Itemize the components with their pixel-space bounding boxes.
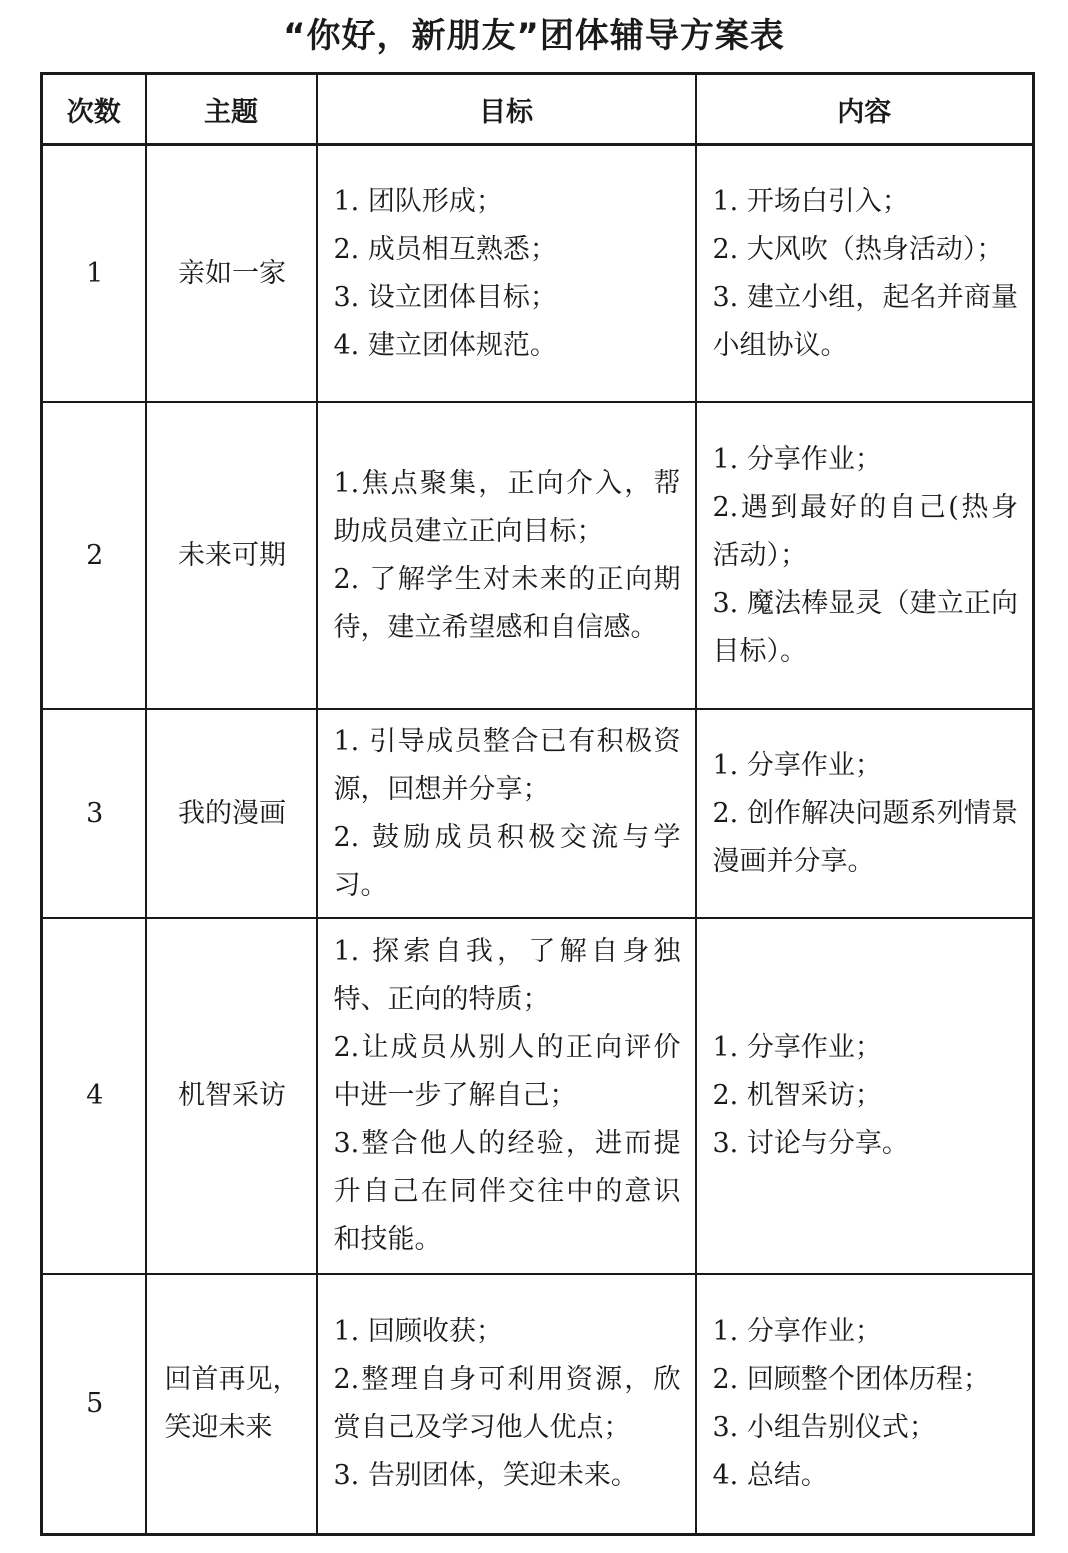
goal-item: 1. 团队形成； [333, 185, 503, 217]
goal-item: 2. 鼓励成员积极交流与学习。 [333, 821, 681, 901]
goal-item: 1. 回顾收获； [333, 1316, 503, 1347]
session-contents [696, 402, 1034, 709]
session-theme: 机智采访 [146, 918, 317, 1274]
table-row [42, 402, 1034, 709]
content-item: 2. 创作解决问题系列情景漫画并分享。 [712, 797, 1018, 877]
header-row [42, 74, 1034, 145]
content-item: 3. 讨论与分享。 [712, 1128, 909, 1159]
goal-item: 1.焦点聚集，正向介入，帮助成员建立正向目标； [333, 467, 681, 547]
table-row [42, 145, 1034, 403]
goal-item: 2.让成员从别人的正向评价中进一步了解自己； [333, 1032, 681, 1111]
session-theme: 未来可期 [146, 402, 317, 709]
content-item: 1. 分享作业； [712, 1316, 882, 1347]
content-item: 2.遇到最好的自己(热身活动）； [712, 491, 1018, 571]
session-contents [696, 1274, 1034, 1535]
table-body [42, 145, 1034, 1535]
content-item: 1. 分享作业； [712, 749, 882, 781]
session-theme: 我的漫画 [146, 709, 317, 918]
session-goals [317, 709, 696, 918]
header-theme: 主题 [146, 74, 317, 145]
goal-item: 2. 了解学生对未来的正向期待，建立希望感和自信感。 [333, 563, 681, 643]
header-goal: 目标 [317, 74, 696, 145]
content-item: 2. 回顾整个团体历程； [712, 1364, 990, 1395]
session-goals [317, 402, 696, 709]
session-number: 3 [42, 709, 146, 918]
goal-item: 2.整理自身可利用资源，欣赏自己及学习他人优点； [333, 1364, 681, 1443]
table-row [42, 1274, 1034, 1535]
content-item: 1. 开场白引入； [712, 185, 909, 217]
session-number: 4 [42, 918, 146, 1274]
session-contents [696, 709, 1034, 918]
content-item: 4. 总结。 [712, 1460, 828, 1491]
content-item: 2. 大风吹（热身活动）； [712, 233, 1004, 265]
header-content: 内容 [696, 74, 1034, 145]
session-contents [696, 918, 1034, 1274]
content-item: 2. 机智采访； [712, 1080, 882, 1111]
session-goals [317, 145, 696, 403]
session-number: 1 [42, 145, 146, 403]
goal-item: 1. 引导成员整合已有积极资源，回想并分享； [333, 725, 681, 805]
goal-item: 3. 设立团体目标； [333, 281, 557, 313]
goal-item: 1. 探索自我，了解自身独特、正向的特质； [333, 936, 681, 1015]
content-item: 1. 分享作业； [712, 443, 882, 475]
session-number: 2 [42, 402, 146, 709]
table-title: “你好，新朋友”团体辅导方案表 [283, 16, 785, 56]
session-plan-table [40, 72, 1035, 1536]
session-theme: 亲如一家 [146, 145, 317, 403]
content-item: 3. 建立小组，起名并商量小组协议。 [712, 281, 1018, 361]
goal-item: 3. 告别团体，笑迎未来。 [333, 1460, 638, 1491]
header-session: 次数 [42, 74, 146, 145]
goal-item: 4. 建立团体规范。 [333, 329, 557, 361]
table-row [42, 709, 1034, 918]
goal-item: 2. 成员相互熟悉； [333, 233, 557, 265]
session-number: 5 [42, 1274, 146, 1535]
content-item: 3. 魔法棒显灵（建立正向目标）。 [712, 587, 1018, 667]
session-contents [696, 145, 1034, 403]
content-item: 3. 小组告别仪式； [712, 1412, 936, 1443]
session-theme: 回首再见，笑迎未来 [146, 1274, 317, 1535]
session-goals [317, 918, 696, 1274]
table-header [42, 74, 1034, 145]
goal-item: 3.整合他人的经验，进而提升自己在同伴交往中的意识和技能。 [333, 1128, 681, 1255]
content-item: 1. 分享作业； [712, 1032, 882, 1063]
session-goals [317, 1274, 696, 1535]
table-row [42, 918, 1034, 1274]
